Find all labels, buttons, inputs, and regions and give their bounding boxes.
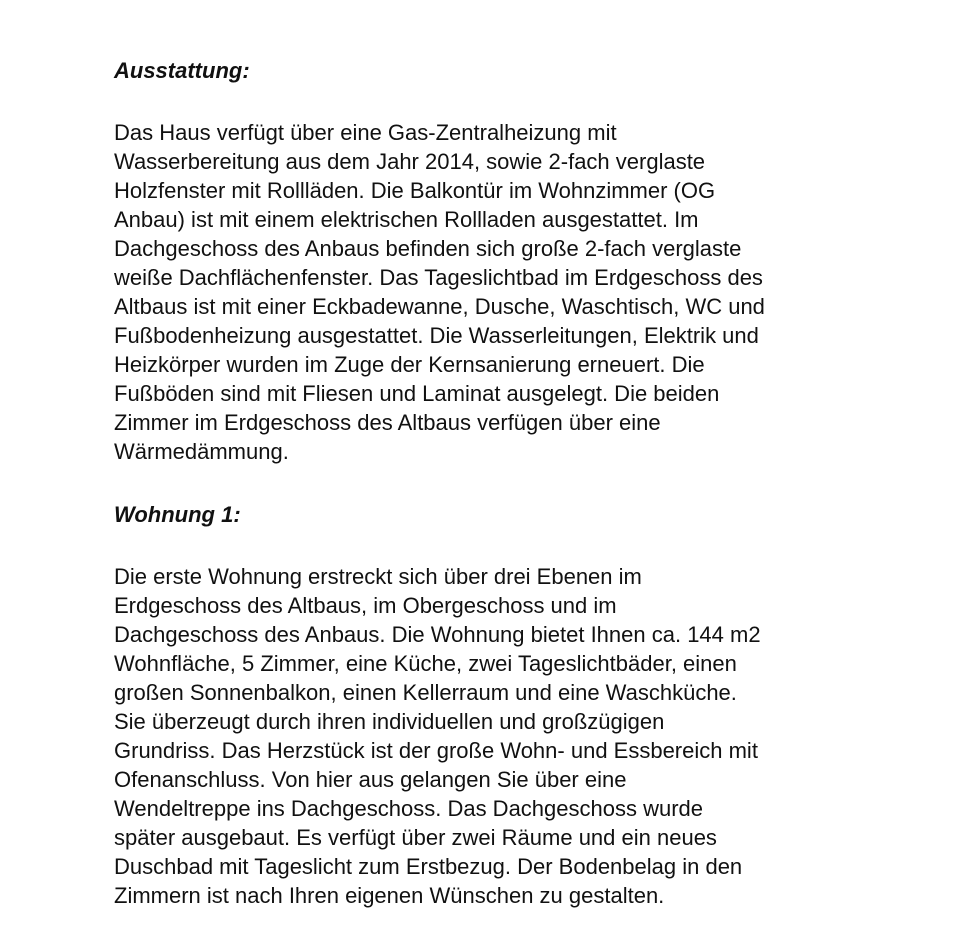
text-line: Wärmedämmung. xyxy=(114,439,289,464)
text-line: großen Sonnenbalkon, einen Kellerraum und eine Waschküche. xyxy=(114,680,737,705)
section-heading-ausstattung: Ausstattung: xyxy=(114,58,250,83)
text-line: später ausgebaut. Es verfügt über zwei Räume und ein neues xyxy=(114,825,717,850)
section-paragraph-wohnung-1 xyxy=(114,562,874,910)
text-line: Holzfenster mit Rollläden. Die Balkontür im Wohnzimmer (OG xyxy=(114,178,716,203)
text-line: Altbaus ist mit einer Eckbadewanne, Dusche, Waschtisch, WC und xyxy=(114,294,765,319)
text-line: Wohnfläche, 5 Zimmer, eine Küche, zwei Tageslichtbäder, einen xyxy=(114,651,737,676)
text-line: Zimmer im Erdgeschoss des Altbaus verfügen über eine xyxy=(114,410,661,435)
text-line: Wendeltreppe ins Dachgeschoss. Das Dachgeschoss wurde xyxy=(114,796,704,821)
text-line: Das Haus verfügt über eine Gas-Zentralheizung mit xyxy=(114,120,617,145)
section-paragraph-ausstattung xyxy=(114,118,874,466)
text-line: weiße Dachflächenfenster. Das Tageslichtbad im Erdgeschoss des xyxy=(114,265,763,290)
text-line: Dachgeschoss des Anbaus. Die Wohnung bietet Ihnen ca. 144 m2 xyxy=(114,622,761,647)
text-line: Erdgeschoss des Altbaus, im Obergeschoss und im xyxy=(114,593,617,618)
text-line: Duschbad mit Tageslicht zum Erstbezug. Der Bodenbelag in den xyxy=(114,854,743,879)
text-line: Sie überzeugt durch ihren individuellen und großzügigen xyxy=(114,709,665,734)
text-line: Anbau) ist mit einem elektrischen Rollladen ausgestattet. Im xyxy=(114,207,699,232)
text-line: Heizkörper wurden im Zuge der Kernsanierung erneuert. Die xyxy=(114,352,705,377)
text-line: Ofenanschluss. Von hier aus gelangen Sie über eine xyxy=(114,767,627,792)
document-page xyxy=(114,56,874,910)
text-line: Fußbodenheizung ausgestattet. Die Wasserleitungen, Elektrik und xyxy=(114,323,759,348)
section-heading-wohnung-1: Wohnung 1: xyxy=(114,502,241,527)
text-line: Fußböden sind mit Fliesen und Laminat ausgelegt. Die beiden xyxy=(114,381,720,406)
text-line: Die erste Wohnung erstreckt sich über drei Ebenen im xyxy=(114,564,642,589)
text-line: Grundriss. Das Herzstück ist der große Wohn- und Essbereich mit xyxy=(114,738,758,763)
text-line: Dachgeschoss des Anbaus befinden sich große 2-fach verglaste xyxy=(114,236,742,261)
text-line: Zimmern ist nach Ihren eigenen Wünschen zu gestalten. xyxy=(114,883,665,908)
text-line: Wasserbereitung aus dem Jahr 2014, sowie 2-fach verglaste xyxy=(114,149,706,174)
